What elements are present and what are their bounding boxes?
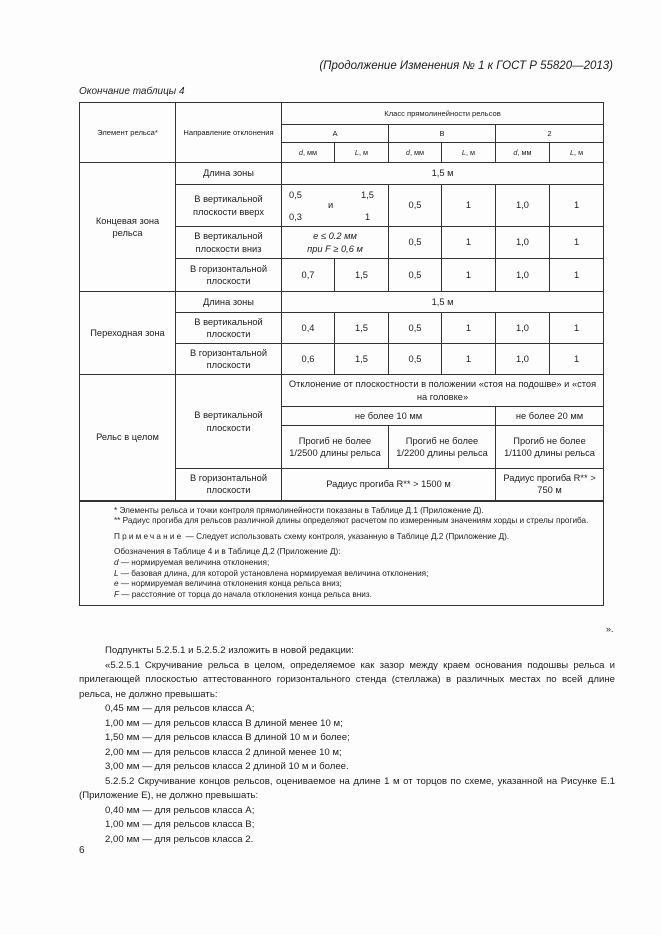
value-cell: 1 [442, 344, 496, 375]
list-item: 0,45 мм — для рельсов класса А; [105, 703, 255, 714]
legend-item: d — нормируемая величина отклонения; [114, 558, 270, 568]
body-text [79, 644, 615, 847]
value-cell: 1 [550, 313, 604, 344]
value-cell: 0,5 [389, 227, 442, 259]
value-cell: 1 [550, 185, 604, 227]
direction-cell: В горизонтальной плоскости [176, 469, 282, 501]
element-end-zone: Концевая зона рельса [80, 163, 176, 292]
limit-cell: не более 10 мм [282, 407, 496, 426]
legend-item: L — базовая длина, для которой установлена нормируемая величина отклонения; [114, 568, 429, 578]
element-whole-rail: Рельс в целом [80, 375, 176, 501]
list-item: 0,40 мм — для рельсов класса А; [105, 804, 255, 816]
element-transition-zone: Переходная зона [80, 292, 176, 375]
value-cell: 0,5 [389, 313, 442, 344]
direction-cell: Длина зоны [176, 163, 282, 185]
class-a-complex-cell: 0,5 1,5 и 0,3 1 [282, 185, 389, 227]
subheader-d: d, мм [496, 143, 550, 163]
flatness-cell: Отклонение от плоскостности в положении «стоя на подошве» и «стоя на головке» [282, 375, 604, 407]
direction-cell: В вертикальной плоскости [176, 375, 282, 469]
paragraph: Подпункты 5.2.5.1 и 5.2.5.2 изложить в новой редакции: [105, 645, 354, 656]
radius-cell: Радиус прогиба R** > 750 м [496, 469, 604, 501]
legend-item: e — нормируемая величина отклонения конца рельса вниз; [114, 579, 342, 589]
header-direction: Направление отклонения [176, 103, 282, 163]
table-row [80, 292, 604, 313]
table-caption: Окончание таблицы 4 [79, 86, 185, 97]
class-b-header: B [389, 125, 496, 143]
deflection-cell: Прогиб не более 1/2200 длины рельса [389, 426, 496, 469]
value-cell: 0,7 [282, 259, 335, 292]
value-cell: 1 [442, 313, 496, 344]
subheader-d: d, мм [389, 143, 442, 163]
direction-cell: В вертикальной плоскости вниз [176, 227, 282, 259]
rail-straightness-table [79, 102, 604, 606]
page-number: 6 [79, 845, 85, 856]
merged-cell: 1,5 м [282, 163, 604, 185]
legend-title: Обозначения в Таблице 4 и в Таблице Д.2 (Приложение Д): [114, 547, 341, 557]
value-cell: 1 [550, 344, 604, 375]
class-a-header: A [282, 125, 389, 143]
value-cell: 1 [442, 185, 496, 227]
value-cell: 1,0 [496, 185, 550, 227]
page-header: (Продолжение Изменения № 1 к ГОСТ Р 55820—2013) [319, 60, 613, 72]
list-item: 2,00 мм — для рельсов класса 2 длиной менее 10 м; [105, 746, 342, 758]
value-cell: 1,0 [496, 259, 550, 292]
deflection-cell: Прогиб не более 1/1100 длины рельса [496, 426, 604, 469]
direction-cell: В горизонтальной плоскости [176, 259, 282, 292]
subheader-L: L, м [550, 143, 604, 163]
subheader-L: L, м [442, 143, 496, 163]
value-cell: 1,5 [335, 259, 389, 292]
value-cell: 0,5 [389, 259, 442, 292]
value-cell: 1,5 [335, 344, 389, 375]
list-item: 1,50 мм — для рельсов класса В длиной 10 м и более; [105, 732, 350, 743]
class-2-header: 2 [496, 125, 604, 143]
subheader-L: L, м [335, 143, 389, 163]
footnote-2: ** Радиус прогиба для рельсов различной длины определяют расчетом по измеренным значениям хорды и стрелы прогиба. [114, 516, 589, 526]
direction-cell: В вертикальной плоскости [176, 313, 282, 344]
remark: Примечание — Следует использовать схему контроля, указанную в Таблице Д.2 (Приложение Д). [114, 531, 510, 541]
table-notes-row [80, 501, 604, 606]
table-notes [80, 501, 604, 606]
table-row [80, 375, 604, 407]
paragraph: «5.2.5.1 Скручивание рельса в целом, определяемое как зазор между краем основания подошвы рельса и прилегающей плоскостью аттестованного горизонтального стенда (стеллажа) в различных местах по всей длине рельса, не должно превышать: [79, 659, 615, 700]
value-cell: 1 [550, 259, 604, 292]
table-row [80, 163, 604, 185]
paragraph: 5.2.5.2 Скручивание концов рельсов, оцениваемое на длине 1 м от торцов по схеме, указанной на Рисунке Е.1 (Приложение Е), не должно превышать: [79, 775, 615, 801]
value-cell: 0,5 [389, 185, 442, 227]
value-cell: 0,5 [389, 344, 442, 375]
value-cell: 0,6 [282, 344, 335, 375]
list-item: 2,00 мм — для рельсов класса 2. [105, 833, 254, 845]
value-cell: 1 [442, 259, 496, 292]
deflection-cell: Прогиб не более 1/2500 длины рельса [282, 426, 389, 469]
table-row [80, 103, 604, 125]
merged-cell: 1,5 м [282, 292, 604, 313]
value-cell: 1,0 [496, 344, 550, 375]
value-cell: 1 [442, 227, 496, 259]
limit-cell: не более 20 мм [496, 407, 604, 426]
value-cell: 1 [550, 227, 604, 259]
header-element: Элемент рельса* [80, 103, 176, 163]
radius-cell: Радиус прогиба R** > 1500 м [282, 469, 496, 501]
legend-item: F — расстояние от торца до начала отклонения конца рельса вниз. [114, 590, 372, 600]
footnote-1: * Элементы рельса и точки контроля прямолинейности показаны в Таблице Д.1 (Приложение Д). [114, 505, 484, 515]
list-item: 1,00 мм — для рельсов класса В; [105, 819, 255, 830]
value-cell: 1,0 [496, 313, 550, 344]
value-cell: 1,0 [496, 227, 550, 259]
value-cell: 0,4 [282, 313, 335, 344]
value-cell: 1,5 [335, 313, 389, 344]
direction-cell: Длина зоны [176, 292, 282, 313]
subheader-d: d, мм [282, 143, 335, 163]
class-a-complex-cell: e ≤ 0.2 мм при F ≥ 0,6 м [282, 227, 389, 259]
direction-cell: В вертикальной плоскости вверх [176, 185, 282, 227]
list-item: 1,00 мм — для рельсов класса В длиной менее 10 м; [105, 717, 343, 729]
direction-cell: В горизонтальной плоскости [176, 344, 282, 375]
list-item: 3,00 мм — для рельсов класса 2 длиной 10 м и более. [105, 761, 349, 772]
header-class: Класс прямолинейности рельсов [282, 103, 604, 125]
closing-quote: ». [606, 624, 614, 634]
